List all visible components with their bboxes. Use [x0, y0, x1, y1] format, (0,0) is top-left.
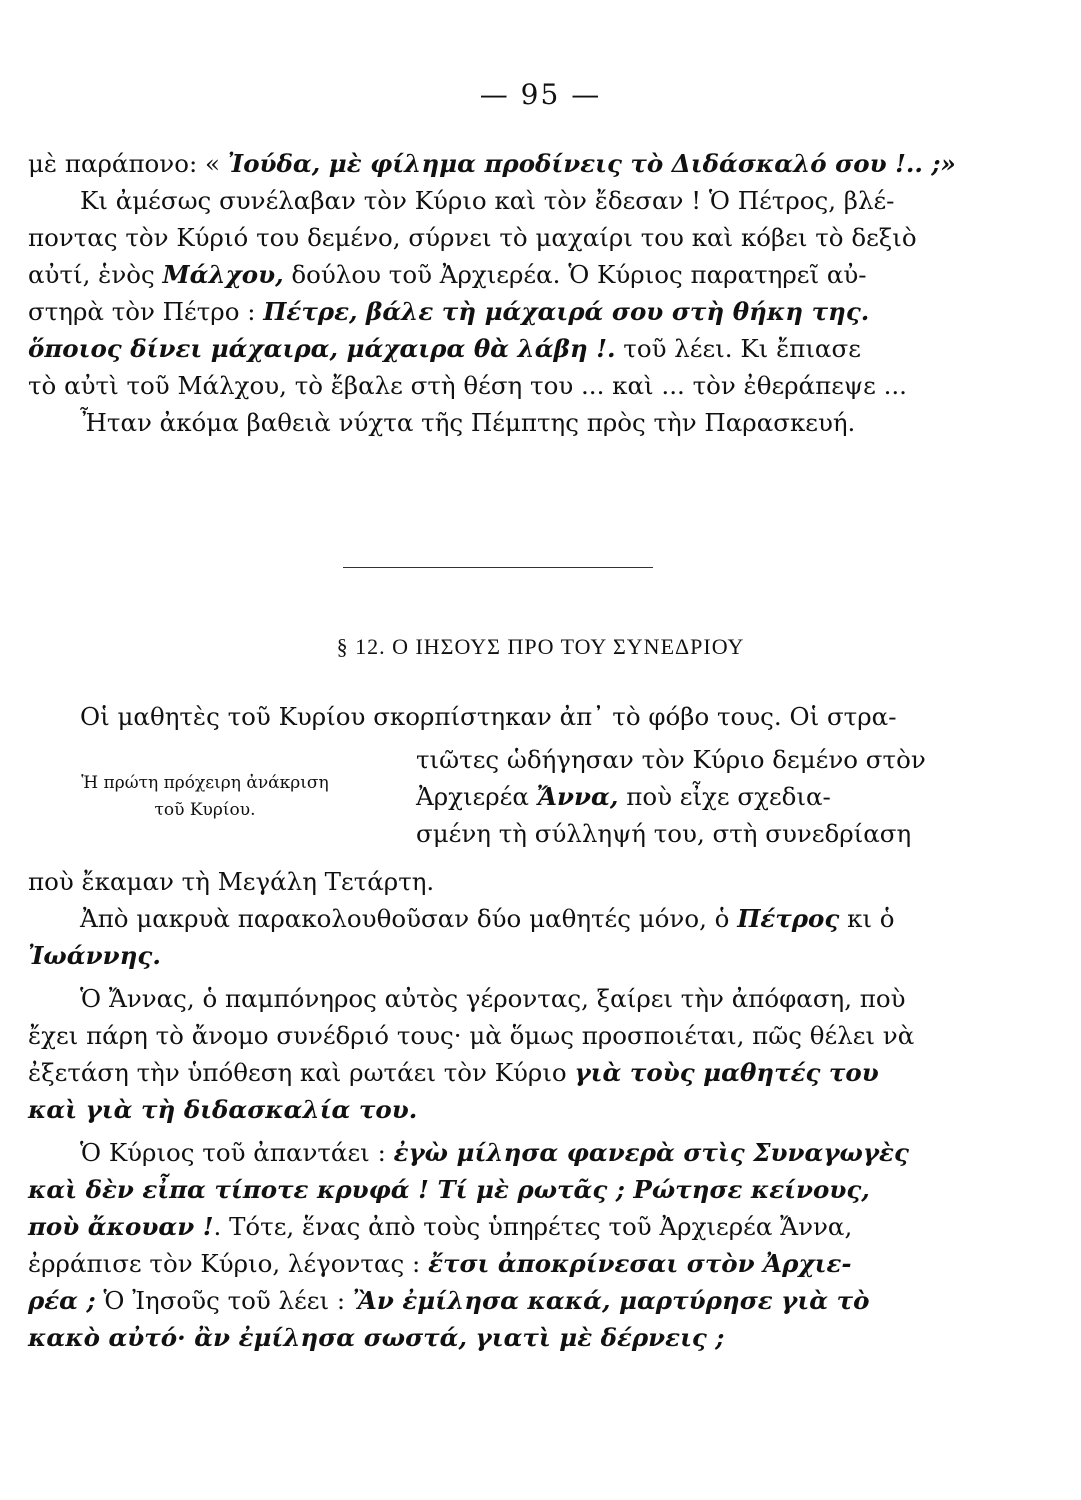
quote-emphasis: ρέα ; [28, 1286, 96, 1315]
text-line: Ἦταν ἀκόμα βαθειὰ νύχτα τῆς Πέμπτης πρὸς τὴν Παρασκευή. [80, 408, 856, 437]
text-line: Ὁ Ἄννας, ὁ παμπόνηρος αὐτὸς γέροντας, ξαίρει τὴν ἀπόφαση, ποὺ [80, 984, 906, 1013]
text-line [28, 256, 1038, 293]
text-fragment: Ὁ Ἰησοῦς τοῦ λέει : [95, 1286, 353, 1315]
text-line: σμένη τὴ σύλληψή του, στὴ συνεδρίαση [416, 819, 912, 848]
text-line: ἔχει πάρη τὸ ἄνομο συνέδριό τους· μὰ ὅμως προσποιέται, πῶς θέλει νὰ [28, 1021, 915, 1050]
paragraph-line [28, 698, 1038, 735]
section-heading: § 12. Ο ΙΗΣΟΥΣ ΠΡΟ ΤΟΥ ΣΥΝΕΔΡΙΟΥ [336, 634, 745, 659]
text-line [28, 1134, 1038, 1171]
name-emphasis: Μάλχου, [162, 260, 284, 289]
quote-emphasis: Πέτρε, βάλε τὴ μάχαιρά σου στὴ θήκη της. [263, 297, 870, 326]
text-line [28, 1054, 1038, 1091]
text-fragment: μὲ παράπονο: « [28, 149, 228, 178]
text-line [28, 1245, 1038, 1282]
text-line [416, 778, 961, 815]
text-fragment: δούλου τοῦ Ἀρχιερέα. Ὁ Κύριος παρατηρεῖ αὐ- [283, 260, 867, 289]
text-line [28, 145, 1038, 182]
text-line: ποὺ ἔκαμαν τὴ Μεγάλη Τετάρτη. [28, 867, 435, 896]
top-paragraph [28, 145, 1038, 441]
text-line [28, 1091, 1038, 1128]
text-line [28, 937, 1038, 974]
text-fragment: κι ὁ [839, 904, 895, 933]
main-paragraphs [28, 863, 1038, 1356]
text-line: τιῶτες ὡδήγησαν τὸν Κύριο δεμένο στὸν [416, 745, 926, 774]
text-fragment: Ἀπὸ μακρυὰ παρακολουθοῦσαν δύο μαθητές μόνο, ὁ [80, 904, 738, 933]
text-fragment: ἐρράπισε τὸν Κύριο, λέγοντας : [28, 1249, 429, 1278]
text-line [28, 900, 1038, 937]
right-column-text [416, 741, 961, 852]
text-line: τὸ αὐτὶ τοῦ Μάλχου, τὸ ἔβαλε στὴ θέση του ... καὶ ... τὸν ἐθεράπεψε ... [28, 371, 907, 400]
quote-emphasis: Ἰούδα, μὲ φίλημα προδίνεις τὸ Διδάσκαλό σου !.. ;» [227, 149, 956, 178]
name-emphasis: Ἰωάννης. [28, 941, 161, 970]
text-line [28, 1208, 1038, 1245]
margin-note-line: Ἡ πρώτη πρόχειρη ἀνάκριση [81, 773, 329, 793]
quote-emphasis: κακὸ αὐτό· ἂν ἐμίλησα σωστά, γιατὶ μὲ δέρνεις ; [28, 1323, 725, 1352]
text-line [28, 1171, 1038, 1208]
quote-emphasis: ποὺ ἄκουαν ! [28, 1212, 214, 1241]
text-line: Κι ἀμέσως συνέλαβαν τὸν Κύριο καὶ τὸν ἔδεσαν ! Ὁ Πέτρος, βλέ- [80, 186, 895, 215]
margin-note-line: τοῦ Κυρίου. [154, 800, 256, 820]
phrase-emphasis: γιὰ τοὺς μαθητές του [574, 1058, 879, 1087]
quote-emphasis: ἔτσι ἀποκρίνεσαι στὸν Ἀρχιε- [428, 1249, 852, 1278]
text-fragment: Ἀρχιερέα [416, 782, 537, 811]
text-line: Οἱ μαθητὲς τοῦ Κυρίου σκορπίστηκαν ἀπ᾽ τὸ φόβο τους. Οἱ στρα- [80, 702, 897, 731]
text-fragment: στηρὰ τὸν Πέτρο : [28, 297, 264, 326]
text-line [28, 1319, 1038, 1356]
margin-note [20, 770, 390, 824]
text-fragment: ποὺ εἶχε σχεδια- [618, 782, 831, 811]
quote-emphasis: Ἂν ἐμίλησα κακά, μαρτύρησε γιὰ τὸ [352, 1286, 870, 1315]
name-emphasis: Ἄννα, [536, 782, 619, 811]
text-line [28, 1282, 1038, 1319]
text-line [28, 330, 1038, 367]
page-number: — 95 — [479, 78, 602, 111]
section-divider [343, 567, 653, 568]
text-fragment: αὐτί, ἑνὸς [28, 260, 163, 289]
text-fragment: ἐξετάση τὴν ὑπόθεση καὶ ρωτάει τὸν Κύριο [28, 1058, 575, 1087]
quote-emphasis: καὶ δὲν εἶπα τίποτε κρυφά ! Τί μὲ ρωτᾶς ; Ρώτησε κείνους, [28, 1175, 870, 1204]
text-line: ποντας τὸν Κύριό του δεμένο, σύρνει τὸ μαχαίρι του καὶ κόβει τὸ δεξιὸ [28, 223, 917, 252]
text-fragment: Ὁ Κύριος τοῦ ἀπαντάει : [80, 1138, 394, 1167]
quote-emphasis: ἐγὼ μίλησα φανερὰ στὶς Συναγωγὲς [393, 1138, 909, 1167]
text-fragment: τοῦ λέει. Κι ἔπιασε [615, 334, 861, 363]
name-emphasis: Πέτρος [737, 904, 840, 933]
text-fragment: . Τότε, ἕνας ἀπὸ τοὺς ὑπηρέτες τοῦ Ἀρχιερέα Ἄννα, [213, 1212, 853, 1241]
phrase-emphasis: καὶ γιὰ τὴ διδασκαλία του. [28, 1095, 418, 1124]
text-line [28, 293, 1038, 330]
quote-emphasis: ὅποιος δίνει μάχαιρα, μάχαιρα θὰ λάβη !. [28, 334, 616, 363]
